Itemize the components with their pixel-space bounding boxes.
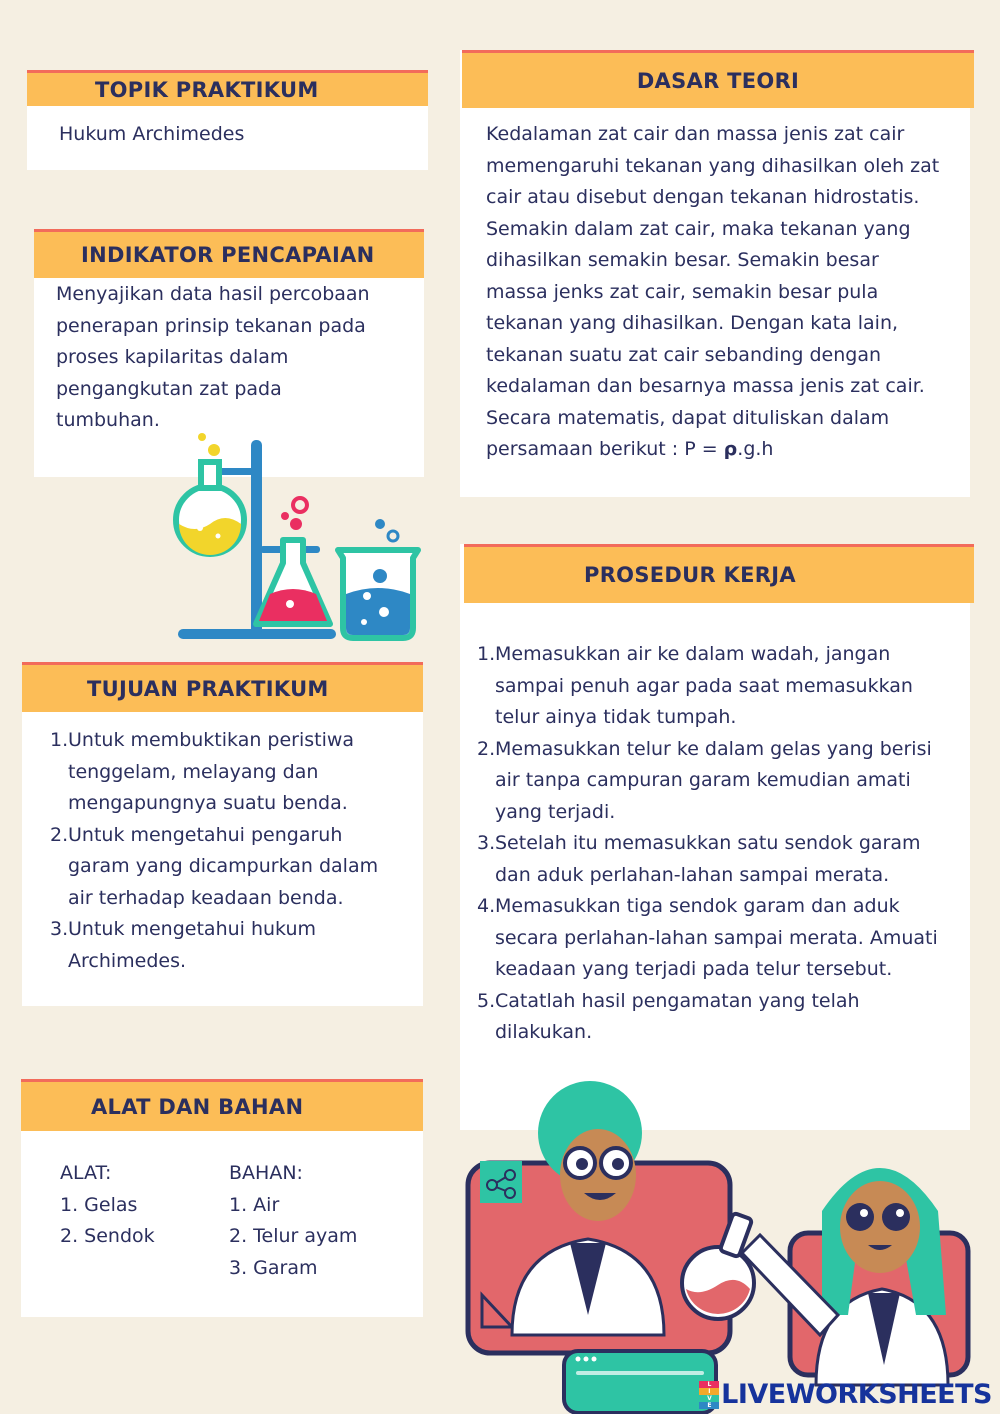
bahan-item: 2. Telur ayam — [229, 1225, 358, 1247]
formula-prefix: persamaan berikut : P = — [486, 438, 724, 460]
bubble — [281, 512, 289, 520]
pupil — [612, 1158, 624, 1170]
formula-rho: ρ — [723, 438, 738, 460]
logo-stripe-l: L — [699, 1381, 719, 1388]
bahan-column — [229, 1158, 357, 1284]
topik-content: Hukum Archimedes — [59, 123, 245, 145]
teori-line: tekanan yang dihasilkan. Dengan kata lain, — [486, 312, 899, 334]
watermark-text: LIVEWORKSHEETS — [721, 1379, 992, 1410]
bubble — [198, 433, 206, 441]
teori-line: dihasilkan semakin besar. Semakin besar — [486, 249, 879, 271]
alat-bahan-card — [21, 1079, 423, 1317]
alat-label: ALAT: — [60, 1162, 112, 1184]
tujuan-item: Untuk mengetahui pengaruh garam yang dicampurkan dalam air terhadap keadaan benda. — [68, 823, 379, 909]
prosedur-title: PROSEDUR KERJA — [584, 563, 796, 587]
teori-formula-line — [486, 434, 939, 466]
topik-title: TOPIK PRAKTIKUM — [95, 77, 319, 102]
goggle-shine — [896, 1209, 904, 1217]
logo-stripe-e: E — [699, 1402, 719, 1409]
topik-header — [27, 70, 428, 106]
alat-column — [60, 1158, 155, 1253]
formula-suffix: .g.h — [737, 438, 774, 460]
keyboard-dot — [576, 1357, 581, 1362]
bahan-item: 3. Garam — [229, 1256, 318, 1279]
tujuan-title: TUJUAN PRAKTIKUM — [87, 676, 329, 701]
logo-stripe-v: V — [699, 1395, 719, 1402]
alat-item: 2. Sendok — [60, 1225, 155, 1247]
teori-line: Semakin dalam zat cair, maka tekanan yang — [486, 217, 911, 240]
teori-line: massa jenks zat cair, semakin besar pula — [486, 280, 879, 303]
pupil — [576, 1158, 588, 1170]
keyboard-dot — [592, 1357, 597, 1362]
teori-line: cair atau disebut dengan tekanan hidrostatis. — [486, 186, 920, 208]
bubble — [208, 444, 220, 456]
teori-line: memengaruhi tekanan yang dihasilkan oleh zat — [486, 154, 940, 177]
logo-stripe-i: I — [699, 1388, 719, 1395]
flask-neck — [201, 462, 219, 488]
prosedur-item: Setelah itu memasukkan satu sendok garam dan aduk perlahan-lahan sampai merata. — [495, 832, 921, 886]
bubble — [379, 607, 389, 617]
bubble — [286, 600, 294, 608]
alat-item: 1. Gelas — [60, 1193, 138, 1216]
tujuan-header — [22, 662, 423, 712]
bubble — [293, 498, 307, 512]
tujuan-list — [50, 725, 405, 977]
indikator-line: pengangkutan zat pada — [56, 377, 282, 400]
bubble — [197, 525, 203, 531]
indikator-line: penerapan prinsip tekanan pada — [56, 314, 366, 337]
dasar-teori-text — [486, 119, 939, 466]
indikator-text — [56, 279, 370, 437]
goggle-left — [846, 1203, 874, 1231]
prosedur-header — [464, 544, 974, 603]
teori-line: Kedalaman zat cair dan massa jenis zat cair — [486, 123, 905, 145]
bubble — [361, 619, 367, 625]
tujuan-card — [22, 662, 423, 1006]
bubble — [373, 569, 387, 583]
indikator-line: Menyajikan data hasil percobaan — [56, 283, 370, 305]
prosedur-item: Catatlah hasil pengamatan yang telah dilakukan. — [495, 989, 860, 1043]
scientists-illustration — [460, 1075, 980, 1414]
alat-bahan-title: ALAT DAN BAHAN — [91, 1094, 304, 1119]
teori-line: Secara matematis, dapat dituliskan dalam — [486, 406, 890, 429]
bubble — [216, 534, 221, 539]
molecule-box-icon — [480, 1161, 522, 1203]
dasar-teori-header — [462, 50, 974, 108]
liveworksheets-watermark — [699, 1379, 992, 1410]
keyboard-line — [576, 1371, 704, 1375]
dasar-teori-title: DASAR TEORI — [636, 68, 800, 93]
blue-liquid — [346, 588, 410, 635]
dasar-teori-card — [460, 50, 970, 497]
tujuan-item: Untuk mengetahui hukum Archimedes. — [68, 918, 317, 972]
bahan-label: BAHAN: — [229, 1162, 303, 1184]
liveworksheets-logo-icon — [699, 1381, 719, 1409]
bubble — [388, 531, 398, 541]
teori-line: kedalaman dan besarnya massa jenis zat cair. — [486, 375, 925, 397]
prosedur-card — [460, 544, 970, 1130]
goggle-shine — [860, 1209, 868, 1217]
bahan-item: 1. Air — [229, 1193, 280, 1216]
topik-card — [27, 70, 428, 170]
tujuan-item: Untuk membuktikan peristiwa tenggelam, melayang dan mengapungnya suatu benda. — [68, 729, 355, 814]
bubble — [290, 518, 302, 530]
indikator-header — [34, 229, 424, 278]
teori-line: tekanan suatu zat cair sebanding dengan — [486, 343, 882, 366]
lab-equipment-illustration — [170, 428, 425, 648]
prosedur-item: Memasukkan telur ke dalam gelas yang berisi air tanpa campuran garam kemudian amati yang terjadi. — [495, 737, 932, 823]
prosedur-item: Memasukkan air ke dalam wadah, jangan sampai penuh agar pada saat memasukkan telur ainya tidak tumpah. — [495, 643, 913, 728]
indikator-line: proses kapilaritas dalam — [56, 346, 289, 368]
prosedur-item: Memasukkan tiga sendok garam dan aduk secara perlahan-lahan sampai merata. Amuati keadaan yang terjadi pada telur tersebut. — [495, 895, 938, 980]
bubble — [375, 519, 385, 529]
keyboard-dot — [584, 1357, 589, 1362]
bubble — [363, 592, 371, 600]
alat-bahan-header — [21, 1079, 423, 1131]
indikator-title: INDIKATOR PENCAPAIAN — [81, 243, 375, 267]
prosedur-list — [477, 639, 957, 1049]
goggle-right — [882, 1203, 910, 1231]
indikator-line: tumbuhan. — [56, 409, 160, 431]
